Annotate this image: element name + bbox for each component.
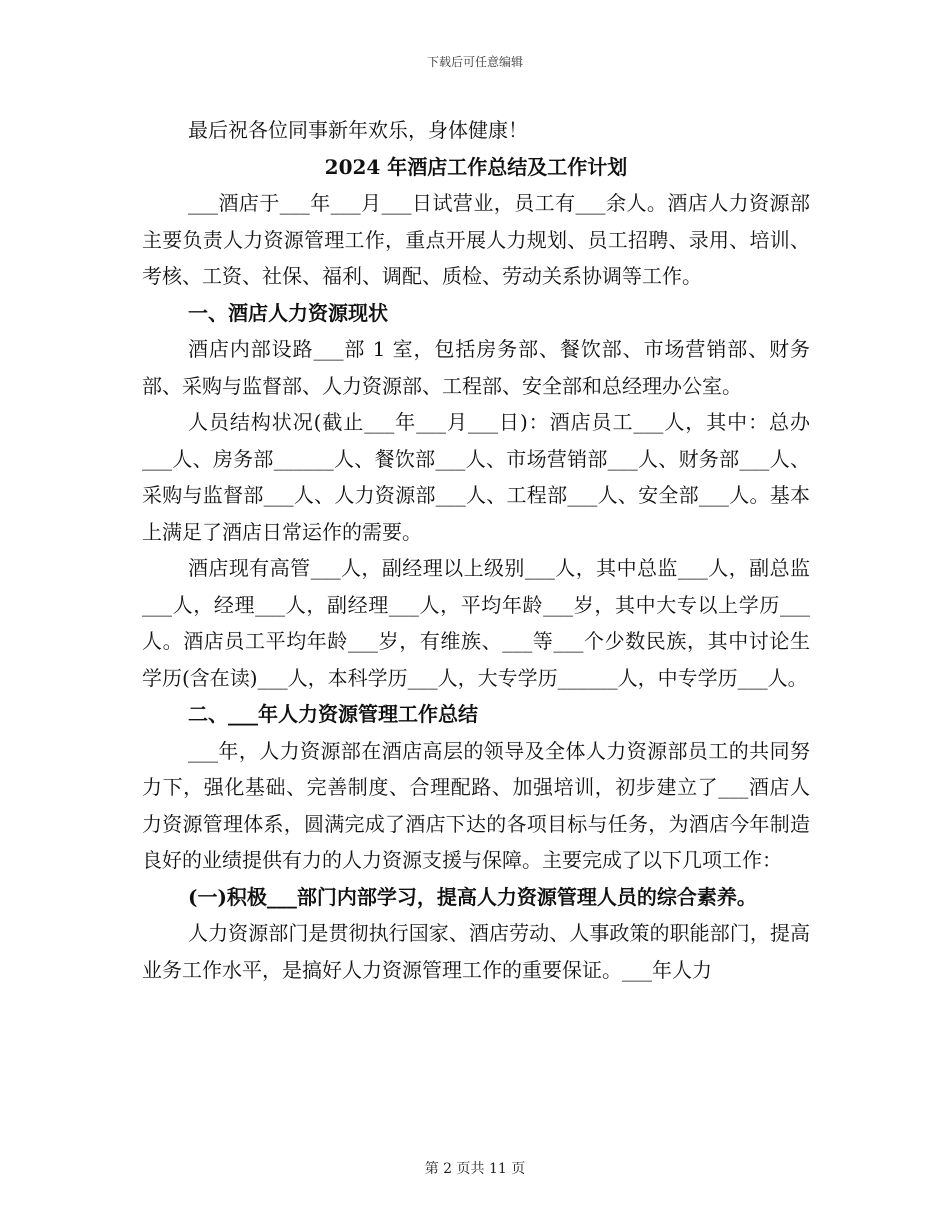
closing-greeting: 最后祝各位同事新年欢乐，身体健康！: [188, 118, 528, 142]
management-paragraph: 酒店现有高管___人，副经理以上级别___人，其中总监___人，副总监___人，经理___人，副经理___人，平均年龄___岁，其中大专以上学历___人。酒店员工平均年龄___岁，有维族、___等___个少数民族，其中讨论生学历(含在读)___人，本科学历___人，大专学历______人，中专学历___人。: [142, 556, 810, 690]
staff-structure-paragraph: 人员结构状况(截止___年___月___日)：酒店员工___人，其中：总办___人、房务部______人、餐饮部___人、市场营销部___人、财务部___人、采购与监督部___人、人力资源部___人、工程部___人、安全部___人。基本上满足了酒店日常运作的需要。: [142, 410, 810, 544]
page-header: 下载后可任意编辑: [426, 55, 523, 69]
section-heading-1: 一、酒店人力资源现状: [188, 300, 388, 325]
page-footer: 第 2 页共 11 页: [424, 1161, 526, 1177]
intro-paragraph: ___酒店于___年___月___日试营业，员工有___余人。酒店人力资源部主要负责人力资源管理工作，重点开展人力规划、员工招聘、录用、培训、考核、工资、社保、福利、调配、质检、劳动关系协调等工作。: [142, 191, 810, 288]
document-title: 2024 年酒店工作总结及工作计划: [324, 154, 628, 179]
subsection-heading-1: (一)积极___部门内部学习，提高人力资源管理人员的综合素养。: [188, 884, 757, 909]
summary-paragraph: ___年，人力资源部在酒店高层的领导及全体人力资源部员工的共同努力下，强化基础、完善制度、合理配路、加强培训，初步建立了___酒店人力资源管理体系，圆满完成了酒店下达的各项目标与任务，为酒店今年制造良好的业绩提供有力的人力资源支援与保障。主要完成了以下几项工作：: [142, 738, 810, 872]
document-body: [142, 112, 810, 988]
section-heading-2: 二、___年人力资源管理工作总结: [188, 702, 478, 726]
departments-paragraph: 酒店内部设路___部 1 室，包括房务部、餐饮部、市场营销部、财务部、采购与监督部、人力资源部、工程部、安全部和总经理办公室。: [142, 337, 810, 398]
training-paragraph: 人力资源部门是贯彻执行国家、酒店劳动、人事政策的职能部门，提高业务工作水平，是搞好人力资源管理工作的重要保证。___年人力: [142, 921, 810, 982]
